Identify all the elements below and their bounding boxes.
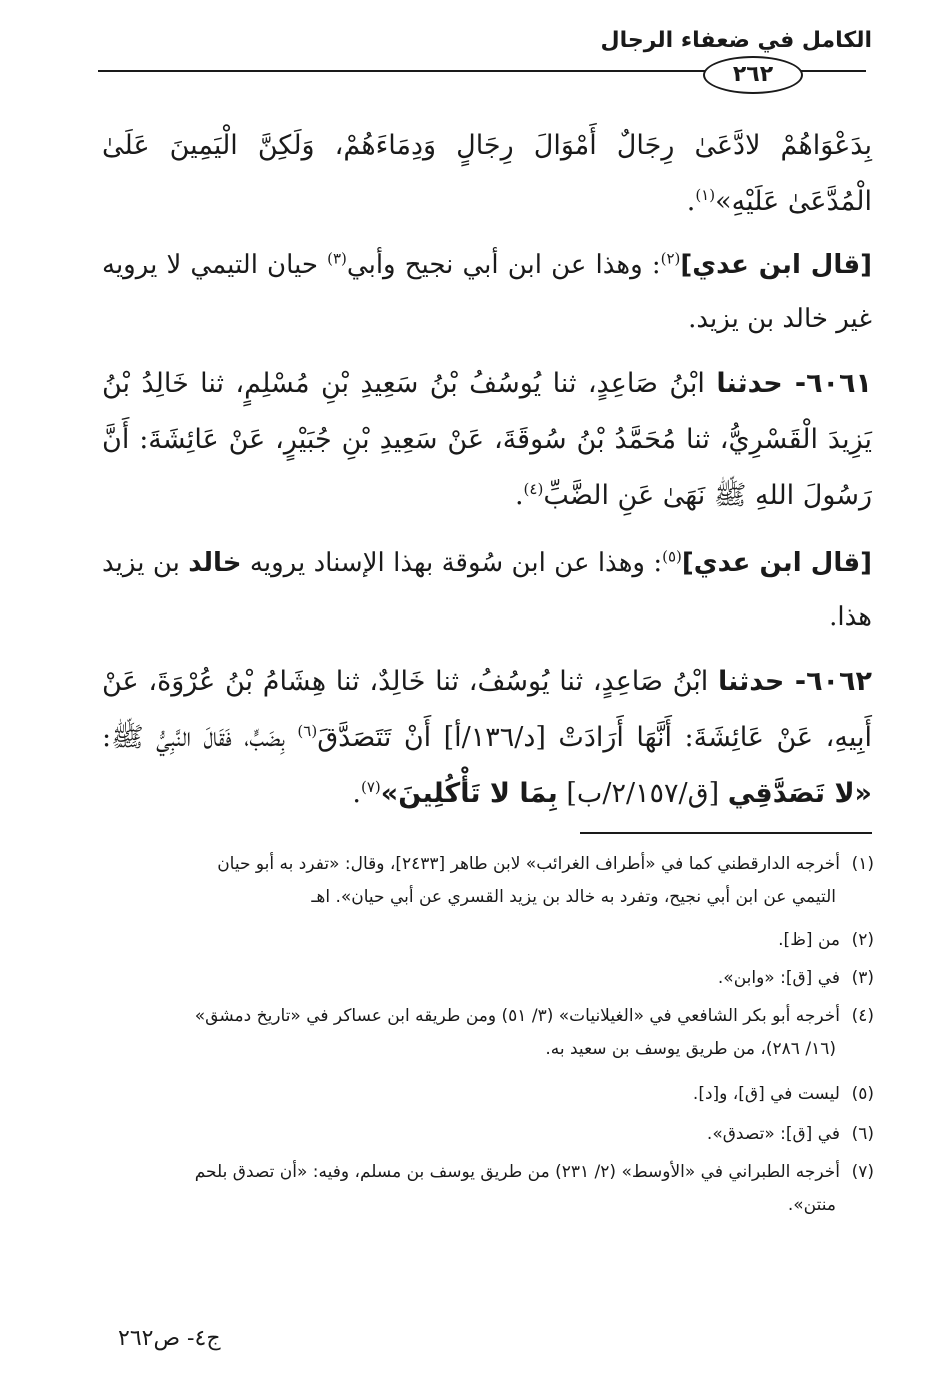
paragraph-ibn-adi-1 <box>102 238 872 346</box>
footnote-number: (١) <box>851 854 874 874</box>
manuscript-ref: [ق/٢/١٥٧/ب] <box>557 778 728 809</box>
paragraph-ibn-adi-2 <box>102 536 872 644</box>
volume-page-marker: ج٤- ص٢٦٢ <box>118 1326 221 1351</box>
footnote-number: (٢) <box>851 930 874 950</box>
hadith-6061 <box>102 356 872 524</box>
hadith-text: ابْنُ صَاعِدٍ، ثنا يُوسُفُ بْنُ سَعِيدِ بْنِ مُسْلِمٍ، ثنا خَالِدُ بْنُ يَزِيدَ الْقَسْرِيُّ، ثنا مُحَمَّدُ بْنُ سُوقَةَ، عَنْ سَعِيدِ بْنِ جُبَيْرٍ، عَنْ عَائِشَةَ: أَنَّ رَسُولَ اللهِ ﷺ نَهَىٰ عَنِ الضَّبِّ <box>102 368 872 511</box>
footnote-number: (٣) <box>851 968 874 988</box>
punctuation: . <box>352 778 361 809</box>
footnotes-separator <box>580 832 872 834</box>
footnote-text-continued: التيمي عن ابن أبي نجيح، وتفرد به خالد بن يزيد القسري عن أبي حيان». اهـ <box>311 887 836 907</box>
hadith-number: ٦٠٦٢- حدثنا <box>717 666 872 697</box>
comment-text: حيان التيمي لا يرويه غير خالد بن يزيد. <box>102 250 872 334</box>
footnote-ref: (٧) <box>360 778 381 796</box>
footnote-number: (٧) <box>851 1162 874 1182</box>
footnote-ref: (٦) <box>297 722 318 740</box>
footnote-1 <box>102 848 874 914</box>
hadith-text: ابْنُ صَاعِدٍ، ثنا يُوسُفُ، ثنا خَالِدٌ، ثنا هِشَامُ بْنُ عُرْوَةَ، عَنْ أَبِيهِ، عَنْ عَائِشَةَ: أَنَّهَا أَرَادَتْ [د/١٣٦/أ] أَنْ تَتَصَدَّقَ <box>102 666 872 753</box>
footnote-text-continued: (١٦/ ٢٨٦)، من طريق يوسف بن سعيد به. <box>545 1039 836 1059</box>
prophetic-quote: «لا تَصَدَّقِي <box>727 778 872 809</box>
hadith-text: بِدَعْوَاهُمْ لادَّعَىٰ رِجَالٌ أَمْوَالَ رِجَالٍ وَدِمَاءَهُمْ، وَلَكِنَّ الْيَمِينَ عَلَىٰ الْمُدَّعَىٰ عَلَيْهِ» <box>102 130 872 217</box>
footnote-text: في [ق]: «وابن». <box>717 968 840 988</box>
running-title: الكامل في ضعفاء الرجال <box>600 28 872 53</box>
comment-text: : وهذا عن ابن أبي نجيح وأبي <box>346 250 661 280</box>
page-number: ٢٦٢ <box>703 56 803 94</box>
bold-name: خالد <box>188 548 242 578</box>
footnote-ref: (٣) <box>327 249 347 268</box>
punctuation: . <box>686 186 696 217</box>
punctuation: . <box>514 480 524 511</box>
speaker-label: [قال ابن عدي] <box>680 250 872 280</box>
footnote-ref: (٢) <box>660 249 681 268</box>
comment-text: : وهذا عن ابن سُوقة بهذا الإسناد يرويه <box>241 548 663 578</box>
hadith-number: ٦٠٦١- حدثنا <box>716 368 872 399</box>
footnote-text: أخرجه أبو بكر الشافعي في «الغيلانيات» (٣/ ٥١) ومن طريقه ابن عساكر في «تاريخ دمشق» <box>194 1006 840 1026</box>
footnote-3 <box>102 962 874 995</box>
speaker-label: [قال ابن عدي] <box>681 548 872 578</box>
footnote-text: من [ظ]. <box>778 930 840 950</box>
footnote-ref: (١) <box>695 186 716 204</box>
footnote-2 <box>102 924 874 957</box>
comment-text: بن يزيد هذا. <box>102 548 872 632</box>
hadith-6062 <box>102 654 872 822</box>
footnote-6 <box>102 1118 874 1151</box>
paragraph-hadith-end <box>102 118 872 230</box>
footnote-text-continued: منتن». <box>787 1195 836 1215</box>
footnote-ref: (٤) <box>523 480 544 498</box>
footnote-4 <box>102 1000 874 1066</box>
footnote-5 <box>102 1078 874 1111</box>
footnote-text: في [ق]: «تصدق». <box>706 1124 840 1144</box>
footnote-7 <box>102 1156 874 1222</box>
footnote-ref: (٥) <box>662 547 682 566</box>
footnote-number: (٦) <box>851 1124 874 1144</box>
footnote-text: أخرجه الطبراني في «الأوسط» (٢/ ٢٣١) من طريق يوسف بن مسلم، وفيه: «أن تصدق بلحم <box>194 1162 840 1182</box>
prophetic-quote: بِمَا لا تَأْكُلِينَ» <box>380 778 558 809</box>
hadith-text: بِضَبٍّ، فَقَالَ النَّبِيُّ ﷺ: <box>102 722 298 753</box>
footnote-number: (٤) <box>851 1006 874 1026</box>
footnote-text: ليست في [ق]، و[د]. <box>692 1084 840 1104</box>
footnote-number: (٥) <box>851 1084 874 1104</box>
footnote-text: أخرجه الدارقطني كما في «أطراف الغرائب» لابن طاهر [٢٤٣٣]، وقال: «تفرد به أبو حيان <box>217 854 840 874</box>
